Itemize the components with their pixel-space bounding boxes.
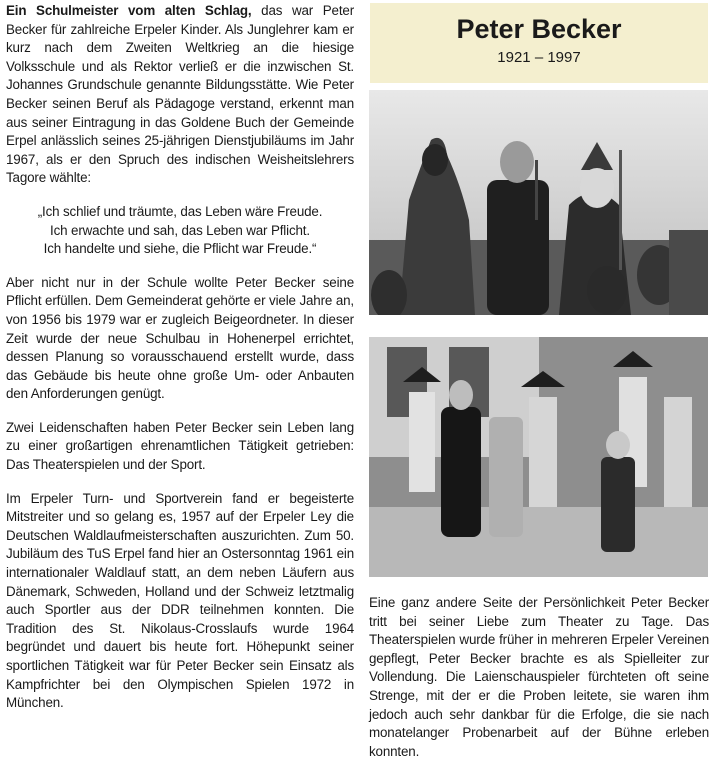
intro-text: das war Peter Becker für zahlreiche Erpeler Kinder. Als Junglehrer kam er kurz nach dem Zweiten Weltkrieg an die hiesige Volksschule und als Rektor verließ er die inzwischen St. Johannes Grundschule genannte Bildungsstätte. Wie Peter Becker seinen Beruf als Pädagoge verstand, erkennt man aus seiner Eintragung in das Goldene Buch der Gemeinde Erpel anlässlich seines 25-jährigen Dienstjubiläums im Jahr 1967, als er den Spruch des indischen Weisheitslehrers Tagore wählte:	[6, 3, 355, 186]
costumed-figure	[409, 392, 435, 492]
man-in-coat	[441, 407, 481, 537]
quote-line: „Ich schlief und träumte, das Leben wäre Freude.	[37, 203, 323, 219]
sports-paragraph: Im Erpeler Turn- und Sportverein fand er begeisterte Mitstreiter und so gelang es, 1957 auf der Erpeler Ley die Deutschen Waldlaufmeisterschaften auszurichten. Zum 50. Jubiläum des TuS Erpel fand hier an Ostersonntag 1961 ein internationaler Waldlauf statt, an dem neben Läufern aus Dänemark, Schweden, Holland und der Schweiz letztmalig auch Sportler aus der DDR teilnehmen konnten. Die Tradition des St. Nikolaus-Crosslaufs wurde 1964 begründet und dauert bis heute fort. Höhepunkt seiner sportlichen Tätigkeit war für Peter Becker sein Einsatz als Kampfrichter bei den Olympischen Spielen 1972 in München.	[6, 490, 354, 711]
intro-lead: Ein Schulmeister vom alten Schlag,	[6, 3, 252, 18]
quote-line: Ich erwachte und sah, das Leben war Pflicht.	[50, 222, 310, 238]
quote-line: Ich handelte und siehe, die Pflicht war Freude.“	[43, 241, 317, 257]
photo-theater-parade	[369, 337, 708, 577]
passions-paragraph: Zwei Leidenschaften haben Peter Becker sein Leben lang zu einer großartigen ehrenamtlichen Tätigkeit getrieben: Das Theaterspielen und der Sport.	[6, 419, 354, 473]
council-paragraph: Aber nicht nur in der Schule wollte Peter Becker seine Pflicht erfüllen. Dem Gemeinderat gehörte er viele Jahre an, von 1956 bis 1979 war er zugleich Beigeordneter. In dieser Zeit wurde der neue Schulbau in Hohenerpel errichtet, dessen Planung so vorausschauend erstellt wurde, dass das Gebäude bis heute ohne große Um- oder Anbauten den Anforderungen genügt.	[6, 274, 354, 402]
title-box	[370, 3, 708, 83]
person-name: Peter Becker	[456, 14, 622, 44]
intro-paragraph	[6, 2, 354, 188]
photo-nikolaus-event	[369, 90, 708, 315]
life-years: 1921 – 1997	[497, 49, 581, 66]
article-left-column	[6, 2, 354, 728]
tagore-quote	[6, 203, 354, 259]
theater-paragraph: Eine ganz andere Seite der Persönlichkeit Peter Becker tritt bei seiner Liebe zum Theater zu Tage. Das Theaterspielen wurde früher in mehreren Erpeler Vereinen gepflegt, Peter Becker brachte es als Spielleiter zur Vollendung. Die Laienschauspieler fürchteten oft seine Strenge, mit der er die Proben leitete, sie waren ihm jedoch auch sehr dankbar für die Erfolge, die sie nach monatelanger Probenarbeit auf der Bühne erleben konnten.	[369, 595, 709, 759]
article-right-column	[369, 594, 709, 761]
man-in-jacket	[487, 180, 549, 315]
